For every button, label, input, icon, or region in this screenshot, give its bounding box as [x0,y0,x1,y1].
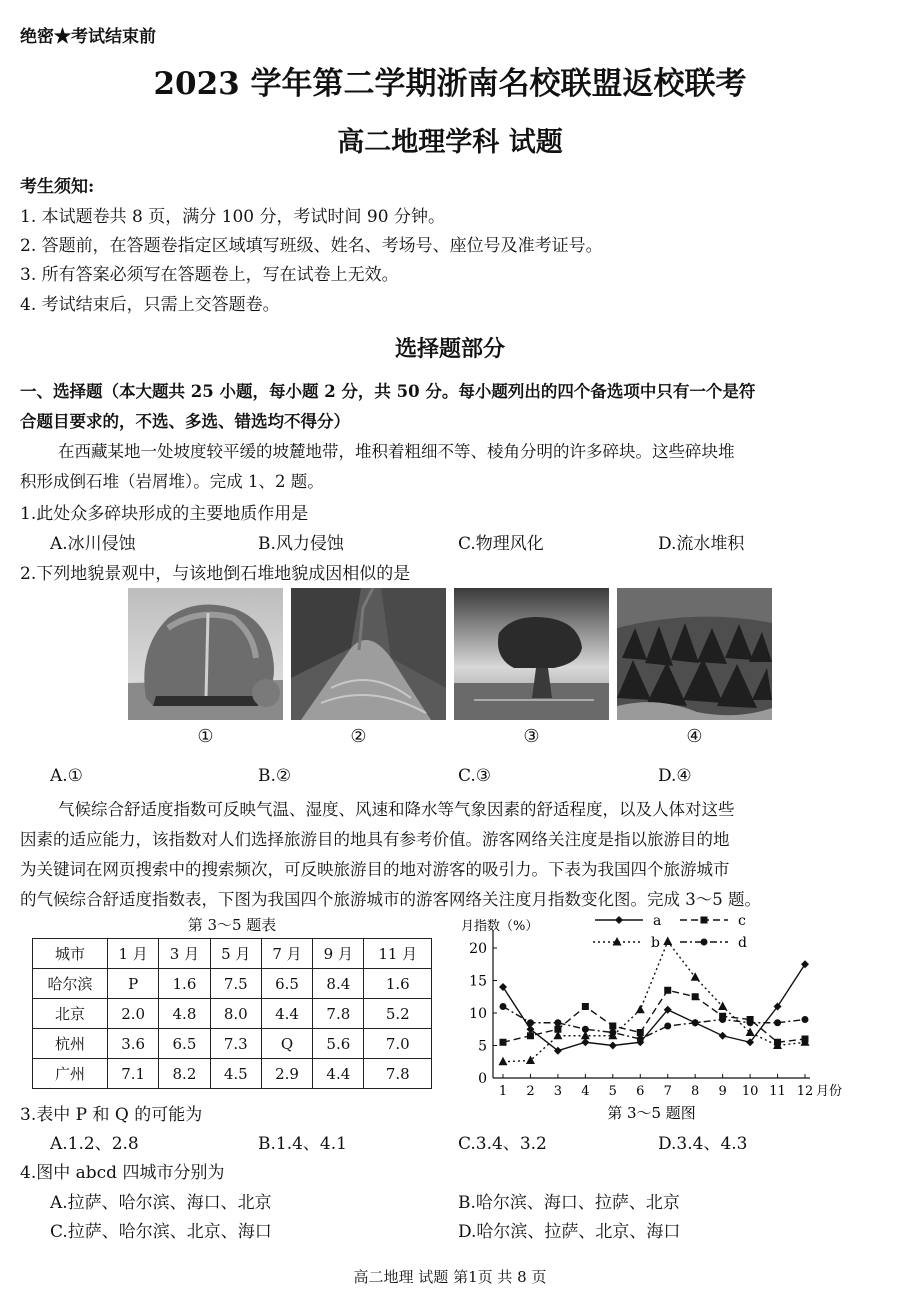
legend-label-a: a [653,913,662,929]
landform-photo-2 [291,588,446,720]
table-header-cell: 5 月 [210,939,261,969]
passage2-line4: 的气候综合舒适度指数表，下图为我国四个旅游城市的游客网络关注度月指数变化图。完成 3～5 题。 [20,890,761,909]
notice-heading: 考生须知: [20,177,95,197]
x-tick-label: 2 [526,1084,535,1099]
q3-option-c[interactable]: C.3.4、3.2 [458,1134,547,1154]
table-cell: 2.9 [261,1059,312,1089]
table-row [33,1029,432,1059]
y-axis-label: 月指数（%） [461,919,539,934]
table-cell: 7.3 [210,1029,261,1059]
data-point-c [500,1039,507,1046]
legend-marker-d [701,939,708,946]
table-cell: 8.4 [313,969,364,999]
data-point-d [692,1019,699,1026]
x-tick-label: 12 [796,1084,814,1099]
data-point-d [774,1019,781,1026]
landform-photo-4 [617,588,772,720]
q2-option-d[interactable]: D.④ [658,766,692,786]
table-cell: 哈尔滨 [33,969,108,999]
table-cell: 7.0 [364,1029,432,1059]
table-header-cell: 7 月 [261,939,312,969]
table-cell: 4.5 [210,1059,261,1089]
q1-stem: 1.此处众多碎块形成的主要地质作用是 [20,504,309,524]
q4-stem: 4.图中 abcd 四城市分别为 [20,1163,225,1183]
photo-label-4: ④ [686,726,703,747]
data-point-d [554,1019,561,1026]
q4-option-c[interactable]: C.拉萨、哈尔滨、北京、海口 [50,1222,272,1242]
table-cell: 6.5 [261,969,312,999]
chart-caption: 第 3～5 题图 [607,1104,696,1122]
q3-option-d[interactable]: D.3.4、4.3 [658,1134,748,1154]
data-point-a [801,960,809,968]
data-point-d [609,1029,616,1036]
table-header-row [33,939,432,969]
q2-option-b[interactable]: B.② [258,766,292,786]
table-cell: 3.6 [108,1029,159,1059]
table-cell: 4.4 [261,999,312,1029]
data-point-b [636,1005,645,1014]
part-heading-line1: 一、选择题（本大题共 25 小题，每小题 2 分，共 50 分。每小题列出的四个备选项中只有一个是符 [20,382,756,401]
q3-stem: 3.表中 P 和 Q 的可能为 [20,1105,203,1125]
table-cell: 6.5 [159,1029,210,1059]
data-point-c [774,1039,781,1046]
landform-photo-1 [128,588,283,720]
table-cell: 7.1 [108,1059,159,1089]
table-row [33,969,432,999]
table-cell: 广州 [33,1059,108,1089]
data-point-d [802,1016,809,1023]
data-point-c [802,1036,809,1043]
q3-option-a[interactable]: A.1.2、2.8 [50,1134,139,1154]
table-header-cell: 9 月 [313,939,364,969]
data-point-d [747,1019,754,1026]
passage2-line1: 气候综合舒适度指数可反映气温、湿度、风速和降水等气象因素的舒适程度，以及人体对这些 [58,800,735,819]
data-point-c [609,1023,616,1030]
section-title: 选择题部分 [394,336,505,362]
table-cell: 5.2 [364,999,432,1029]
data-point-c [582,1003,589,1010]
table-cell: 7.8 [364,1059,432,1089]
table-cell: 1.6 [364,969,432,999]
data-point-b [746,1028,755,1037]
table-cell: 2.0 [108,999,159,1029]
passage2-line2: 因素的适应能力，该指数对人们选择旅游目的地具有参考价值。游客网络关注度是指以旅游目的地 [20,830,730,849]
data-point-d [664,1023,671,1030]
table-row [33,999,432,1029]
tourism-attention-chart [455,908,855,1123]
table-cell: 北京 [33,999,108,1029]
exam-title: 2023 学年第二学期浙南名校联盟返校联考 [153,66,747,102]
x-tick-label: 3 [553,1084,563,1099]
passage2-line3: 为关键词在网页搜索中的搜索频次，可反映旅游目的地对游客的吸引力。下表为我国四个旅游城市 [20,860,730,879]
q4-option-a[interactable]: A.拉萨、哈尔滨、海口、北京 [50,1193,272,1213]
data-point-a [609,1042,617,1050]
data-point-a [581,1038,589,1046]
y-tick-label: 15 [469,973,487,990]
q3-option-b[interactable]: B.1.4、4.1 [258,1134,347,1154]
photo-label-2: ② [350,726,367,747]
legend-label-b: b [651,935,660,951]
data-point-b [663,937,672,946]
q2-option-c[interactable]: C.③ [458,766,492,786]
notice-item: 4. 考试结束后，只需上交答题卷。 [20,295,280,315]
notice-item: 3. 所有答案必须写在答题卷上，写在试卷上无效。 [20,265,399,285]
table-header-cell: 11 月 [364,939,432,969]
legend-label-c: c [738,913,746,929]
table-cell: 8.0 [210,999,261,1029]
table-row [33,1059,432,1089]
data-point-c [637,1029,644,1036]
table-caption: 第 3～5 题表 [187,916,277,934]
data-point-d [527,1019,534,1026]
q2-option-a[interactable]: A.① [50,766,83,786]
table-cell: 7.5 [210,969,261,999]
table-cell: 8.2 [159,1059,210,1089]
x-tick-label: 8 [691,1084,700,1099]
x-tick-label: 10 [741,1084,759,1099]
y-tick-label: 20 [469,941,487,957]
q1-option-b[interactable]: B.风力侵蚀 [258,534,344,554]
data-point-d [637,1036,644,1043]
series-line-c [503,990,805,1042]
y-tick-label: 0 [478,1071,487,1087]
x-tick-label: 9 [718,1084,727,1099]
series-line-a [503,964,805,1050]
data-point-c [664,987,671,994]
part-heading-line2: 合题目要求的，不选、多选、错选均不得分） [20,412,350,431]
y-tick-label: 10 [469,1006,487,1022]
data-point-b [526,1055,535,1064]
data-point-c [692,993,699,1000]
x-tick-label: 4 [581,1084,590,1099]
page-footer: 高二地理 试题 第1页 共 8 页 [353,1268,547,1286]
notice-item: 1. 本试题卷共 8 页，满分 100 分，考试时间 90 分钟。 [20,207,445,227]
data-point-a [719,1032,727,1040]
landform-photo-3 [454,588,609,720]
x-axis-label: 月份 [816,1084,843,1099]
y-tick-label: 5 [478,1038,487,1055]
x-tick-label: 7 [663,1084,672,1099]
table-header-cell: 城市 [33,939,108,969]
data-point-b [499,1057,508,1066]
table-header-cell: 1 月 [108,939,159,969]
table-cell: 4.8 [159,999,210,1029]
x-tick-label: 5 [608,1084,617,1099]
data-point-d [719,1016,726,1023]
table-cell: 5.6 [313,1029,364,1059]
table-cell: P [108,969,159,999]
passage1-line2: 积形成倒石堆（岩屑堆）。完成 1、2 题。 [20,472,324,491]
series-line-b [503,942,805,1062]
photo-label-1: ① [197,726,214,747]
table-header-cell: 3 月 [159,939,210,969]
table-cell: Q [261,1029,312,1059]
q4-option-d[interactable]: D.哈尔滨、拉萨、北京、海口 [458,1222,681,1242]
data-point-a [499,983,507,991]
q1-option-d[interactable]: D.流水堆积 [658,534,745,554]
q1-option-a[interactable]: A.冰川侵蚀 [50,534,136,554]
table-cell: 杭州 [33,1029,108,1059]
comfort-index-table [32,938,432,1089]
table-cell: 4.4 [313,1059,364,1089]
x-tick-label: 1 [498,1084,508,1099]
data-point-d [582,1026,589,1033]
table-cell: 1.6 [159,969,210,999]
photo-label-3: ③ [523,726,540,747]
legend-marker-c [701,917,708,924]
data-point-c [527,1032,534,1039]
notice-item: 2. 答题前，在答题卷指定区域填写班级、姓名、考场号、座位号及准考证号。 [20,236,603,256]
q2-stem: 2.下列地貌景观中，与该地倒石堆地貌成因相似的是 [20,564,411,584]
confidential-mark: 绝密★考试结束前 [20,27,156,47]
q4-option-b[interactable]: B.哈尔滨、海口、拉萨、北京 [458,1193,680,1213]
legend-label-d: d [738,935,747,951]
table-cell: 7.8 [313,999,364,1029]
q1-option-c[interactable]: C.物理风化 [458,534,544,554]
x-tick-label: 6 [636,1084,645,1099]
x-tick-label: 11 [769,1084,786,1099]
legend-marker-b [613,937,622,946]
data-point-d [500,1003,507,1010]
legend-marker-a [615,916,623,924]
exam-subtitle: 高二地理学科 试题 [337,127,563,158]
passage1-line1: 在西藏某地一处坡度较平缓的坡麓地带，堆积着粗细不等、棱角分明的许多碎块。这些碎块堆 [58,442,735,461]
data-point-c [554,1026,561,1033]
